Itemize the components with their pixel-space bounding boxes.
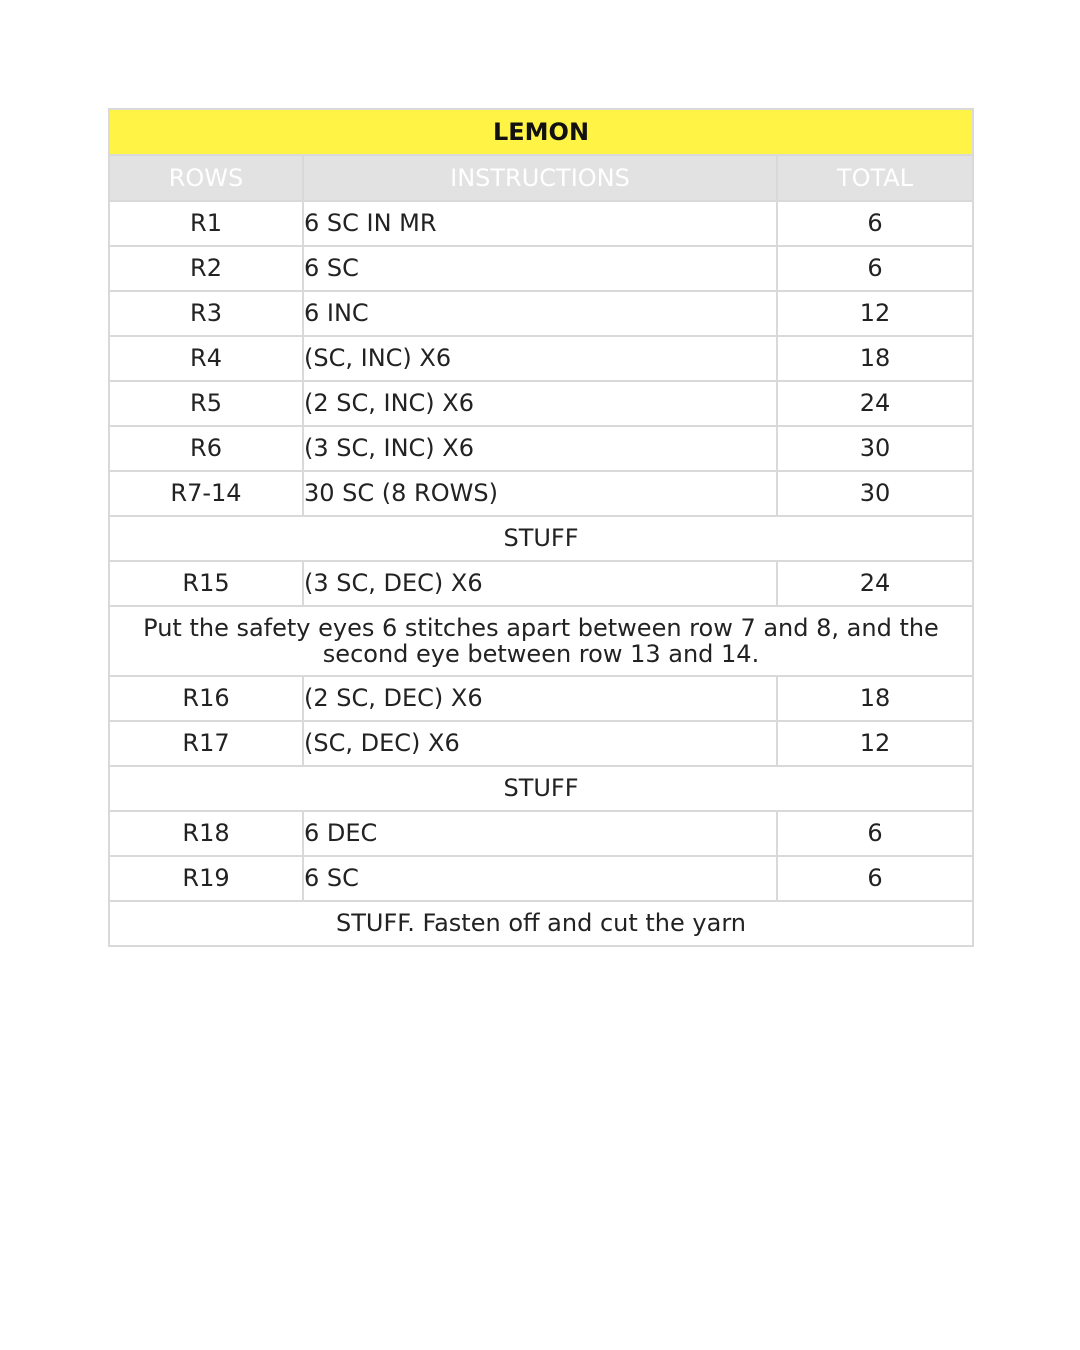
- row-instruction: 6 SC IN MR: [303, 201, 777, 246]
- row-instruction: (2 SC, INC) X6: [303, 381, 777, 426]
- rows-header: ROWS: [109, 155, 303, 201]
- row-total: 18: [777, 336, 973, 381]
- row-label: R7-14: [109, 471, 303, 516]
- row-instruction: 30 SC (8 ROWS): [303, 471, 777, 516]
- row-total: 6: [777, 811, 973, 856]
- row-total: 12: [777, 721, 973, 766]
- row-total: 18: [777, 676, 973, 721]
- row-total: 6: [777, 856, 973, 901]
- note-row: [109, 766, 973, 811]
- pattern-title: LEMON: [109, 109, 973, 155]
- row-instruction: 6 SC: [303, 246, 777, 291]
- row-label: R4: [109, 336, 303, 381]
- row-label: R18: [109, 811, 303, 856]
- row-total: 6: [777, 201, 973, 246]
- row-instruction: 6 INC: [303, 291, 777, 336]
- row-instruction: (SC, DEC) X6: [303, 721, 777, 766]
- pattern-row: [109, 426, 973, 471]
- row-instruction: (2 SC, DEC) X6: [303, 676, 777, 721]
- note-text: Put the safety eyes 6 stitches apart between row 7 and 8, and the second eye between row 13 and 14.: [109, 606, 973, 676]
- pattern-row: [109, 246, 973, 291]
- note-text: STUFF. Fasten off and cut the yarn: [109, 901, 973, 946]
- pattern-row: [109, 291, 973, 336]
- pattern-row: [109, 381, 973, 426]
- row-total: 24: [777, 381, 973, 426]
- note-row: [109, 606, 973, 676]
- title-row: [109, 109, 973, 155]
- pattern-row: [109, 561, 973, 606]
- note-row: [109, 516, 973, 561]
- row-instruction: 6 SC: [303, 856, 777, 901]
- total-header: TOTAL: [777, 155, 973, 201]
- pattern-body: [109, 201, 973, 946]
- header-row: [109, 155, 973, 201]
- pattern-row: [109, 201, 973, 246]
- row-instruction: (3 SC, INC) X6: [303, 426, 777, 471]
- row-label: R2: [109, 246, 303, 291]
- row-instruction: (SC, INC) X6: [303, 336, 777, 381]
- row-label: R16: [109, 676, 303, 721]
- pattern-row: [109, 721, 973, 766]
- note-row: [109, 901, 973, 946]
- row-total: 30: [777, 471, 973, 516]
- row-label: R17: [109, 721, 303, 766]
- pattern-row: [109, 811, 973, 856]
- row-instruction: (3 SC, DEC) X6: [303, 561, 777, 606]
- row-label: R15: [109, 561, 303, 606]
- pattern-table: [108, 108, 974, 947]
- pattern-row: [109, 856, 973, 901]
- pattern-row: [109, 471, 973, 516]
- row-label: R5: [109, 381, 303, 426]
- row-total: 12: [777, 291, 973, 336]
- row-label: R19: [109, 856, 303, 901]
- note-text: STUFF: [109, 766, 973, 811]
- instructions-header: INSTRUCTIONS: [303, 155, 777, 201]
- pattern-row: [109, 336, 973, 381]
- row-label: R6: [109, 426, 303, 471]
- row-total: 30: [777, 426, 973, 471]
- row-label: R1: [109, 201, 303, 246]
- row-instruction: 6 DEC: [303, 811, 777, 856]
- row-total: 24: [777, 561, 973, 606]
- row-total: 6: [777, 246, 973, 291]
- note-text: STUFF: [109, 516, 973, 561]
- pattern-row: [109, 676, 973, 721]
- row-label: R3: [109, 291, 303, 336]
